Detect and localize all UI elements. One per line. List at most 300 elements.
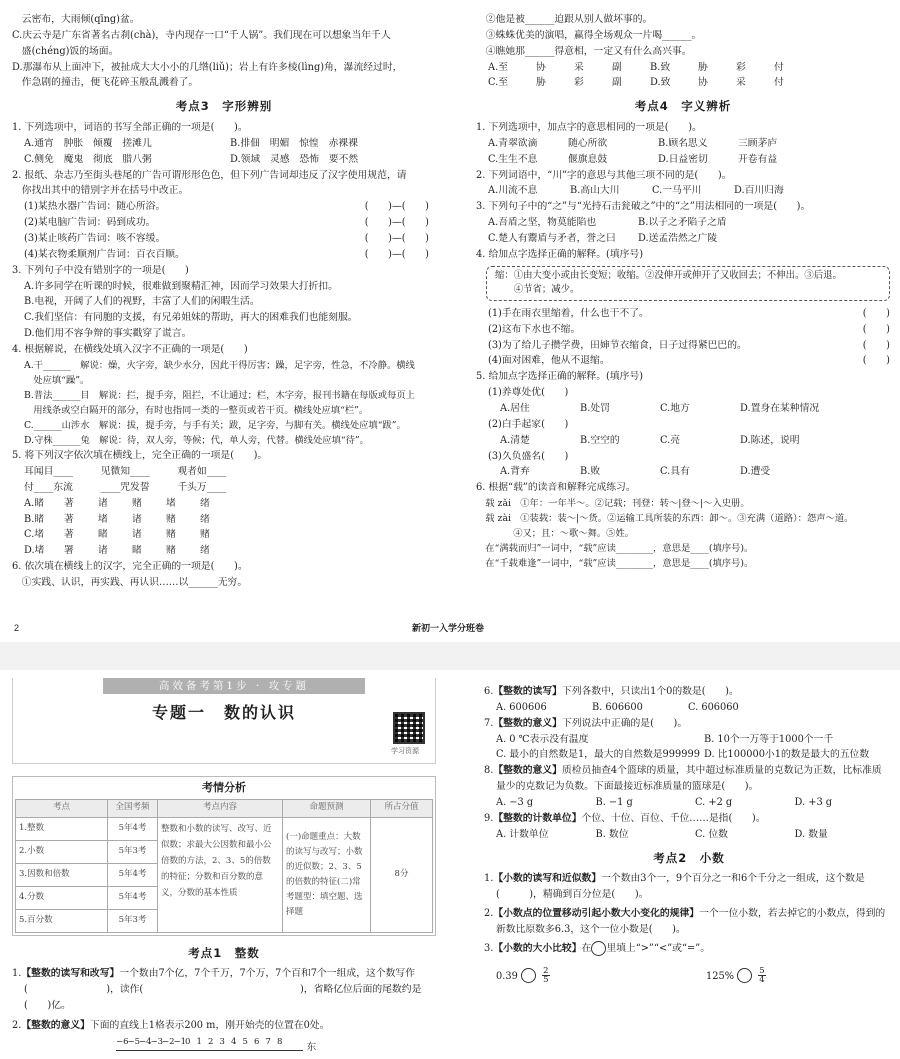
number-line: [116, 1036, 436, 1058]
option: 协: [536, 61, 546, 73]
question-1-options: [476, 136, 890, 168]
option: 胁: [536, 77, 546, 89]
question-4-options: [12, 358, 436, 448]
option-row: [488, 401, 890, 417]
option-row: [24, 543, 436, 559]
question-6: 6.【整数的读写】下列各数中，只读出1个0的数是( )。: [484, 686, 739, 697]
question-3-tag: 【小数的大小比较】: [493, 942, 582, 954]
option: D. 数量: [794, 828, 828, 840]
option: 随心所欲: [568, 137, 608, 149]
option: A.干______ 解说：燥，火字旁，缺少水分，因此干得厉害；躁，足字旁，性急，不冷静。横线: [24, 359, 415, 371]
option: D.遭受: [740, 466, 771, 478]
question-3: 3. 下列句子中的“之”与“光持石击瓮破之”中的“之”用法相同的一项是( )。: [476, 201, 811, 213]
option: 绪: [200, 513, 210, 525]
option: 绪: [200, 497, 210, 509]
section-title: 考点1 整数: [188, 945, 260, 960]
question-6-lines: [476, 496, 890, 571]
question-9-tag: 【整数的计数单位】: [493, 812, 582, 824]
number-line-label: −3: [150, 1036, 164, 1047]
number-line-label: 0: [185, 1036, 191, 1047]
option: C.亮: [660, 434, 681, 446]
option: D.陈述，说明: [740, 434, 800, 446]
text-line: ④瞧她那______得意相，一定又有什么高兴事。: [476, 45, 692, 57]
option: B. 10个一万等于1000个一千: [704, 733, 834, 745]
question-8: 8.【整数的意义】质检员抽查4个篮球的质量，其中超过标准质量的克数记为正数，比标准质: [484, 765, 882, 777]
option: C.具有: [660, 466, 690, 478]
option: B.致: [650, 61, 671, 73]
option: A.吾盾之坚，物莫能陷也: [488, 217, 597, 229]
option-row: [24, 152, 436, 168]
carryover-options: [476, 60, 890, 92]
option: 协: [698, 77, 708, 89]
text-line: 作急剧的撞击，便飞花碎玉般乱溅着了。: [12, 77, 199, 89]
question-1: 1.【整数的读写和改写】一个数由7个亿，7个千万，7个万，7个百和7个一组成，这个数写作 ( )，读作( )，省略亿位后面的尾数约是 ( )亿。: [12, 966, 436, 1014]
list-item: [488, 306, 890, 322]
option: 用线条或空白隔开的部分，有时也指同一类的一整页或若干页。横线处应填“栏”。: [24, 404, 369, 416]
table-cell: 1.整数: [16, 817, 108, 840]
question-1-line-2: ( )，精确到百分位是( )。: [496, 889, 649, 901]
question-7-tag: 【整数的意义】: [493, 717, 562, 729]
option: 绪: [200, 545, 210, 557]
option: C. +2 g: [695, 797, 733, 809]
option: B. 606600: [591, 701, 643, 713]
option: 堵: [98, 513, 108, 525]
number-line-label: −4: [139, 1036, 152, 1047]
comparison-1-left: 0.39: [496, 970, 518, 982]
option: B.高山大川: [570, 185, 620, 197]
table-row: [16, 817, 433, 840]
table-cell: 8分: [371, 817, 433, 932]
option: C.侧免 魔鬼 彻底 腊八粥: [24, 153, 152, 165]
option: D.致: [650, 77, 671, 89]
question-1-line-3: ( )亿。: [24, 1000, 71, 1012]
text-line: C.庆云寺是广东省著名古刹(chà)，寺内现存一口“千人锅”。我们现在可以想象当年千人: [12, 29, 391, 41]
question-6-options: [484, 700, 784, 716]
option: D.他们用不容争辩的事实戳穿了谎言。: [24, 328, 192, 340]
option: 诸: [132, 529, 142, 541]
option: 睹: [98, 529, 108, 541]
option: B.顾名思义: [658, 137, 708, 149]
carryover-options: [12, 12, 436, 91]
question-8-line-2: 量少的克数记为负数。下面最接近标准质量的篮球是( )。: [496, 781, 759, 793]
option: C.生生不息: [488, 153, 538, 165]
option: C.地方: [660, 402, 690, 414]
text-line: 云密布，大雨倾(qīng)盆。: [12, 14, 140, 25]
option: 著: [64, 529, 74, 541]
bottom-right-column: [484, 684, 894, 1059]
option: A.背弃: [500, 466, 530, 478]
group-head: (2)白手起家( ): [488, 418, 569, 430]
table-cell: 5年3考: [108, 909, 158, 932]
list-item: [488, 322, 890, 338]
list-item: [24, 247, 429, 263]
option: 堵: [166, 497, 176, 509]
fraction: [542, 967, 549, 986]
option: A. 600606: [496, 701, 547, 713]
qr-code-icon[interactable]: [393, 712, 425, 744]
option: 三顾茅庐: [738, 137, 778, 149]
option: C.______山涉水 解说：拔，提手旁，与手有关；跋，足字旁，与脚有关。横线处应填“跋”。: [24, 420, 406, 431]
table-header: 所占分值: [371, 799, 433, 817]
option: B.败: [580, 466, 601, 478]
table-header: 命题预测: [283, 799, 371, 817]
option: 诸: [98, 545, 108, 557]
option-row: [24, 136, 436, 152]
option: 副: [612, 77, 622, 89]
question-4: 4. 根据解说，在横线处填入汉字不正确的一项是( ): [12, 343, 248, 355]
group-head: (3)久负盛名( ): [488, 450, 569, 462]
word-blank: 耳闻目____: [24, 465, 73, 477]
numerator: 2: [543, 965, 549, 976]
option: C.一马平川: [652, 185, 702, 197]
question-2: 2.【小数点的位置移动引起小数大小变化的规律】一个一位小数，若去掉它的小数点，得到的: [484, 907, 886, 919]
question-3-options: [476, 215, 890, 247]
option: A.通宵 肿胀 倾覆 搓滩儿: [24, 137, 152, 149]
list-item: [24, 215, 429, 231]
number-line-label: −2: [162, 1036, 175, 1047]
answer-circle[interactable]: [591, 941, 606, 956]
option: A. 计数单位: [496, 828, 549, 840]
question-3-post: 里填上“>”“<”或“=”。: [606, 942, 710, 954]
word-blank: 见微知____: [100, 465, 150, 477]
option: D.百川归海: [734, 185, 784, 197]
table-header: 考点内容: [158, 799, 283, 817]
option: D. 比100000小1的数是最大的五位数: [704, 749, 870, 761]
item-text: (2)这布下水也不缩。: [488, 323, 581, 335]
number-line-label: 4: [231, 1036, 237, 1047]
question-5-options: [12, 496, 436, 559]
option: C. 位数: [695, 828, 728, 840]
option-row: [496, 747, 894, 763]
option: A.至: [488, 61, 508, 73]
question-3: 3. 下列句子中没有错别字的一项是( ): [12, 264, 189, 276]
table-cell: 5年4考: [108, 886, 158, 909]
text-line: 载 zǎi ①年：一年半～。②记载；刊登：转～|登～|～入史册。: [476, 498, 750, 510]
table-cell: 3.因数和倍数: [16, 863, 108, 886]
option: 赌: [166, 529, 176, 541]
option: 胁: [698, 61, 708, 73]
bottom-left-column: [12, 670, 436, 1059]
option: C.至: [488, 77, 509, 89]
option: D. +3 g: [794, 797, 833, 809]
word-blank: ____咒发誓: [100, 481, 150, 493]
option: 采: [574, 61, 584, 73]
item-text: (1)某热水器广告词：随心所浴。: [24, 201, 166, 213]
answer-blank: ( )—( ): [364, 217, 429, 229]
option-row: [488, 60, 890, 76]
number-line-label: 5: [242, 1036, 248, 1047]
question-7-stem: 下列说法中正确的是( )。: [561, 717, 688, 729]
topic-title: 专题一 数的认识: [151, 703, 296, 722]
option: 付: [774, 61, 784, 73]
option: 赌: [166, 545, 176, 557]
denominator: 4: [759, 975, 765, 986]
option: B.以子之矛陷子之盾: [638, 217, 727, 229]
question-6-line: ①实践、认识，再实践、再认识……以______无穷。: [12, 576, 248, 588]
option: D.堵: [24, 545, 45, 557]
question-2-tag: 【小数点的位置移动引起小数大小变化的规律】: [493, 907, 700, 919]
table-cell: 5年4考: [108, 863, 158, 886]
text-line: ③蛛蛛优美的演唱，赢得全场观众一片喝______。: [476, 29, 702, 41]
comparison-2-left: 125%: [706, 970, 735, 982]
option: B.处罚: [580, 402, 610, 414]
option: A.川流不息: [488, 185, 538, 197]
question-3-options: [12, 279, 436, 342]
table-header-row: [16, 799, 433, 817]
option-row: [24, 512, 436, 528]
option: 诸: [98, 497, 108, 509]
option-row: [24, 496, 436, 512]
section-title: 考点3 字形辨别: [175, 99, 273, 114]
question-8-options: [484, 795, 894, 811]
comparison-row: [484, 967, 894, 986]
number-line-label: 1: [196, 1036, 202, 1047]
question-1-line-1: 一个数由7个亿，7个千万，7个万，7个百和7个一组成，这个数写作: [119, 968, 416, 980]
question-6: 6. 依次填在横线上的汉字，完全正确的一项是( )。: [12, 561, 248, 573]
table-header: 全国考频: [108, 799, 158, 817]
option: C. 最小的自然数是1，最大的自然数是999999: [496, 749, 700, 761]
option: A.许多同学在听课的时候，很难做到聚精汇神，因而学习效果大打折扣。: [24, 280, 338, 292]
option: 偃旗息鼓: [568, 153, 608, 165]
table-cell: 5.百分数: [16, 909, 108, 932]
question-7-options: [484, 732, 894, 764]
question-2-line-1: 一个一位小数，若去掉它的小数点，得到的: [699, 907, 886, 919]
option: 处应填“躁”。: [24, 374, 90, 386]
group-head: (1)养尊处优( ): [488, 387, 569, 399]
option-row: [488, 215, 788, 231]
item-text: (4)面对困难，他从不退缩。: [488, 355, 610, 367]
option: A. −3 g: [496, 797, 534, 809]
question-6: 6. 根据“载”的读音和解释完成练习。: [476, 482, 636, 494]
definition-line: ④节省；减少。: [495, 284, 580, 296]
option: B.排佃 明媚 惊惶 赤裸裸: [230, 137, 358, 149]
option: D.日益密切: [658, 153, 708, 165]
option: D.领域 灵感 恐怖 要不然: [230, 153, 359, 165]
question-8-line-1: 质检员抽查4个篮球的质量，其中超过标准质量的克数记为正数，比标准质: [561, 765, 882, 777]
option: A.青翠欲滴: [488, 137, 538, 149]
number-line-direction: 东: [306, 1041, 317, 1053]
number-line-axis: [116, 1050, 303, 1051]
option: 采: [736, 77, 746, 89]
question-9-options: [484, 827, 894, 843]
answer-blank: ( ): [862, 307, 890, 319]
option: A.居住: [500, 402, 530, 414]
question-1: 1.【小数的读写和近似数】一个数由3个一，9个百分之一和6个千分之一组成，这个数是: [484, 873, 865, 885]
list-item: [488, 353, 890, 369]
option-row: [496, 732, 894, 748]
option: 赌: [166, 513, 176, 525]
definition-line: 缩：①由大变小或由长变短；收缩。②没伸开或伸开了又收回去；不伸出。③后退。: [495, 269, 842, 281]
text-line: 载 zài ①装载：装～|～货。②运输工具所装的东西：卸～。③充满（道路）：怨声～道。: [476, 513, 854, 525]
item-text: (4)某衣物柔顺剂广告词：百衣百顺。: [24, 248, 185, 260]
text-line: 你找出其中的错别字并在括号中改正。: [12, 185, 189, 197]
question-3: 3.【小数的大小比较】在 里填上“>”“<”或“=”。: [484, 942, 710, 954]
option-row: [488, 136, 890, 152]
number-line-label: −1: [173, 1036, 187, 1047]
option-row: [24, 480, 254, 496]
option: A. 0 ℃表示没有温度: [496, 733, 589, 745]
section-title: 考点4 字义辨析: [634, 99, 732, 114]
bottom-page: [0, 670, 900, 1059]
question-5-groups: [476, 385, 890, 480]
answer-blank: ( )—( ): [364, 201, 429, 213]
answer-circle[interactable]: [521, 968, 536, 983]
option-row: [24, 527, 436, 543]
fraction: [758, 967, 765, 986]
option: B. −1 g: [595, 797, 633, 809]
option: C.堵: [24, 529, 45, 541]
answer-circle[interactable]: [737, 968, 752, 983]
list-item: [24, 231, 429, 247]
word-blank: 千头万____: [177, 481, 227, 493]
analysis-table: [15, 799, 433, 933]
question-8-tag: 【整数的意义】: [493, 765, 562, 777]
option: B. 数位: [595, 828, 629, 840]
comparison-1: [496, 967, 706, 986]
topic-banner: 高效备考第1步 · 攻专题: [103, 678, 365, 694]
topic-header: [12, 678, 436, 764]
table-cell: 整数和小数的读写、改写、近似数；求最大公因数和最小公倍数的方法，2、3、5的倍数的特征；分数和百分数的意义，分数的基本性质: [158, 817, 283, 932]
option-row: [488, 152, 890, 168]
word-blank: 观者如____: [177, 465, 227, 477]
text-line: D.那瀑布从上面冲下，被扯成大大小小的几绺(liǔ)；岩上有许多棱(lìng)角，瀑流经过时，: [12, 61, 403, 73]
question-9-stem: 个位、十位、百位、千位……是指( )。: [581, 812, 766, 824]
number-line-label: −5: [127, 1036, 141, 1047]
answer-blank: ( )—( ): [364, 232, 429, 244]
option: 付: [774, 77, 784, 89]
option: B.空空的: [580, 434, 620, 446]
number-line-label: −6: [116, 1036, 129, 1047]
question-6-stem: 下列各数中，只读出1个0的数是( )。: [561, 686, 739, 697]
comparison-2: [706, 967, 769, 986]
option-row: [488, 231, 788, 247]
question-4-items: [476, 306, 890, 369]
page-footer-title: 新初一入学分班卷: [412, 623, 485, 634]
question-4: 4. 给加点字选择正确的解释。(填序号): [476, 248, 644, 260]
number-line-label: 7: [265, 1036, 271, 1047]
question-1: 1. 下列选项中，加点字的意思相同的一项是( )。: [476, 121, 702, 133]
analysis-title: 考情分析: [202, 781, 246, 794]
text-line: ④又；且：～歌～舞。⑤姓。: [476, 528, 635, 540]
table-cell: 4.分数: [16, 886, 108, 909]
option: 赌: [200, 529, 210, 541]
table-cell: 2.小数: [16, 840, 108, 863]
option: C. 606060: [687, 701, 739, 713]
option: B.电视，开阔了人们的视野，丰富了人们的闲暇生活。: [24, 296, 260, 308]
section-title: 考点2 小数: [653, 850, 725, 865]
question-1-line-1: 一个数由3个一，9个百分之一和6个千分之一组成，这个数是: [601, 873, 865, 885]
numerator: 5: [759, 965, 765, 976]
option: 彩: [574, 77, 584, 89]
text-line: 2. 报纸、杂志乃至街头巷尾的广告可谓形形色色，但下列广告词却违反了汉字使用规范，请: [12, 169, 407, 181]
list-item: [488, 338, 890, 354]
table-cell: 5年4考: [108, 817, 158, 840]
item-text: (3)某止咳药广告词：咳不容缓。: [24, 232, 166, 244]
page-number: 2: [14, 623, 20, 634]
table-cell: (一)命题重点：大数的读写与改写；小数的近似数；2、3、5的倍数的特征(二)常考题型：填空题、选择题: [283, 817, 371, 932]
option: D.置身在某种情况: [740, 402, 820, 414]
option-row: [488, 75, 890, 91]
option: 睹: [132, 545, 142, 557]
question-2: [12, 168, 436, 200]
question-9: 9.【整数的计数单位】个位、十位、百位、千位……是指( )。: [484, 812, 766, 824]
question-1-tag: 【小数的读写和近似数】: [493, 873, 602, 885]
list-item: [24, 199, 429, 215]
question-2: 2. 下列词语中，“川”字的意思与其他三项不同的是( )。: [476, 169, 732, 181]
option: 赌: [132, 497, 142, 509]
number-line-label: 8: [277, 1036, 283, 1047]
item-text: (3)为了给儿子攒学费，田婶节衣缩食，日子过得紧巴巴的。: [488, 339, 747, 351]
analysis-box: [12, 776, 436, 936]
question-2: 2.【整数的意义】下面的直线上1格表示200 m，刚开始壳的位置在0处。: [12, 1020, 330, 1032]
table-body: [16, 817, 433, 932]
option: C.楚人有鬻盾与矛者，誉之曰: [488, 232, 616, 244]
qr-caption: 学习资源: [391, 747, 419, 755]
question-3-pre: 在: [581, 942, 592, 954]
question-2-options: [476, 183, 816, 199]
option: 著: [64, 513, 74, 525]
question-5-words: [12, 464, 436, 496]
text-line: 盛(chéng)饭的场面。: [12, 45, 119, 57]
option: B.普法______目 解说：拦，提手旁，阻拦，不让通过；栏，木字旁，报刊书籍在每版或每页上: [24, 389, 415, 401]
table-cell: 5年3考: [108, 840, 158, 863]
answer-blank: ( ): [862, 339, 890, 351]
question-2-stem: 下面的直线上1格表示200 m，刚开始壳的位置在0处。: [89, 1020, 330, 1032]
option: A.清楚: [500, 434, 530, 446]
option: 著: [64, 497, 74, 509]
question-2-line-2: 新数比原数多6.3，这个一位小数是( )。: [496, 923, 686, 935]
answer-blank: ( ): [862, 323, 890, 335]
option-row: [24, 464, 254, 480]
answer-blank: ( )—( ): [364, 248, 429, 260]
question-6-tag: 【整数的读写】: [493, 686, 562, 697]
top-right-column: [476, 12, 890, 612]
option: A.睹: [24, 497, 44, 509]
question-5: 5. 将下列汉字依次填在横线上，完全正确的一项是( )。: [12, 450, 268, 462]
number-line-label: 3: [219, 1036, 225, 1047]
text-line: 在“满载而归”一词中，“载”应读________，意思是____(填序号)。: [476, 543, 754, 555]
question-2-tag: 【整数的意义】: [21, 1020, 90, 1032]
question-1-options: [12, 136, 436, 168]
question-7: 7.【整数的意义】下列说法中正确的是( )。: [484, 717, 688, 729]
option: B.睹: [24, 513, 45, 525]
table-header: 考点: [16, 799, 108, 817]
option-row: [488, 433, 890, 449]
text-line: 在“千载难逢”一词中，“载”应读________，意思是____(填序号)。: [476, 558, 754, 570]
option: 副: [612, 61, 622, 73]
denominator: 5: [543, 975, 549, 986]
question-5: 5. 给加点字选择正确的解释。(填序号): [476, 371, 644, 383]
option: D.守株______兔 解说：待，双人旁，等候；代，单人旁，代替。横线处应填“待”。: [24, 435, 369, 447]
definition-box: [486, 266, 890, 301]
question-1-line-2: ( )，读作( )，省略亿位后面的尾数约是: [24, 984, 422, 996]
item-text: (1)手在雨衣里缩着，什么也干不了。: [488, 307, 649, 319]
option: 诸: [132, 513, 142, 525]
option: 彩: [736, 61, 746, 73]
top-left-column: [12, 12, 436, 612]
question-1: 1. 下列选项中，词语的书写全部正确的一项是( )。: [12, 121, 248, 133]
word-blank: 付____东流: [24, 481, 73, 493]
number-line-label: 2: [208, 1036, 214, 1047]
question-1-tag: 【整数的读写和改写】: [21, 968, 120, 980]
option: 署: [64, 545, 74, 557]
answer-blank: ( ): [862, 355, 890, 367]
carryover-items: [476, 12, 890, 60]
option-row: [488, 464, 890, 480]
option: C.我们坚信：有同胞的支援，有兄弟姐妹的帮助，再大的困难我们也能刻服。: [24, 312, 358, 324]
number-line-label: 6: [254, 1036, 260, 1047]
item-text: (2)某电脑广告词：码到成功。: [24, 217, 156, 229]
